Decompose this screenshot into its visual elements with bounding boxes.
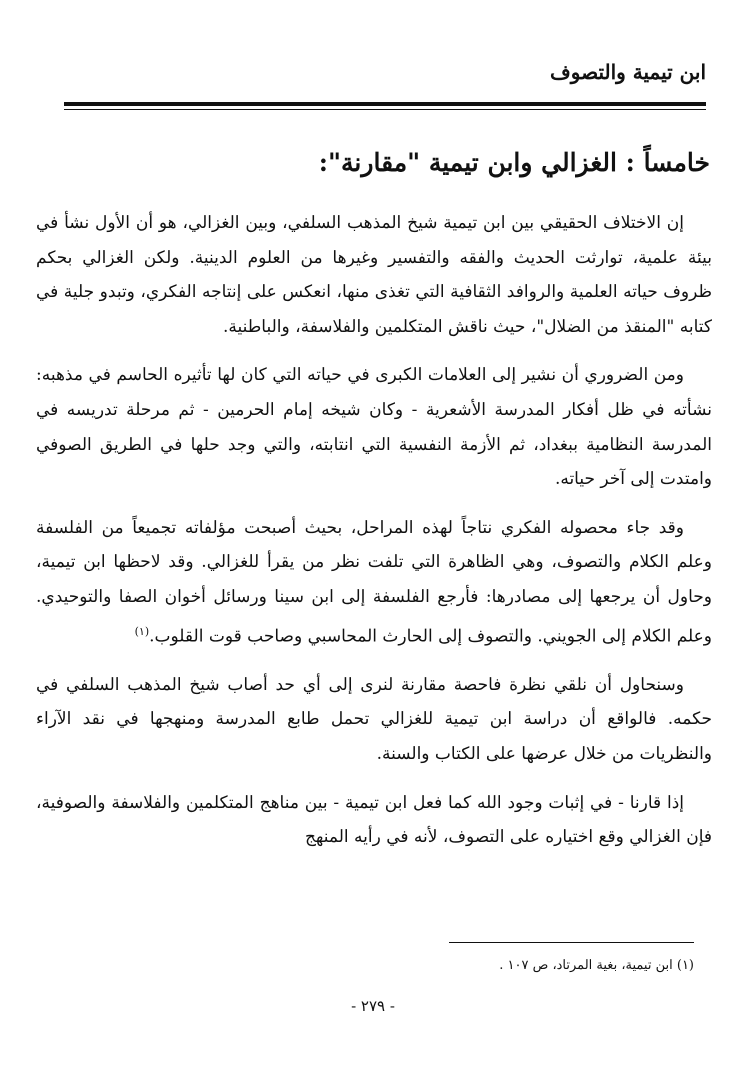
paragraph-2: ومن الضروري أن نشير إلى العلامات الكبرى في حياته التي كان لها تأثيره الحاسم في مذهبه: نشأته في ظل أفكار المدرسة الأشعرية - وكان شيخه إمام الحرمين - ثم مرحلة تدريسه في المدرسة النظامية ببغداد، ثم الأزمة النفسية التي انتابته، والتي وجد حلها في الطريق الصوفي وامتدت إلى آخر حياته.: [36, 365, 712, 490]
paragraph-4: وسنحاول أن نلقي نظرة فاحصة مقارنة لنرى إلى أي حد أصاب شيخ المذهب السلفي في حكمه. فالواقع أن دراسة ابن تيمية للغزالي تحمل طابع المدرسة ومنهجها في نقد الآراء والنظريات من خلال عرضها على الكتاب والسنة.: [36, 674, 712, 764]
running-header: ابن تيمية والتصوف: [550, 60, 706, 84]
page-number: - ٢٧٩ -: [351, 997, 395, 1015]
paragraph-1: إن الاختلاف الحقيقي بين ابن تيمية شيخ المذهب السلفي، وبين الغزالي، هو أن الأول نشأ في بيئة علمية، توارثت الحديث والفقه والتفسير وغيرها من العلوم الدينية. ولكن الغزالي بحكم ظروف حياته العلمية والروافد الثقافية التي تغذى منها، انعكس على إنتاجه الفكري، وتبدو جلية في كتابه "المنقذ من الضلال"، حيث ناقش المتكلمين والفلاسفة، والباطنية.: [36, 213, 712, 337]
body-text: [36, 206, 712, 869]
paragraph-5: إذا قارنا - في إثبات وجود الله كما فعل ابن تيمية - بين مناهج المتكلمين والفلاسفة والصوفية، فإن الغزالي وقع اختياره على التصوف، لأنه في رأيه المنهج: [36, 792, 712, 848]
paragraph-3-text: وقد جاء محصوله الفكري نتاجاً لهذه المراحل، بحيث أصبحت مؤلفاته تجميعاً من الفلسفة وعلم الكلام والتصوف، وهي الظاهرة التي تلفت نظر من يقرأ للغزالي. وقد لاحظها ابن تيمية، وحاول أن يرجعها إلى مصادرها: فأرجع الفلسفة إلى ابن سينا ورسائل أخوان الصفا والتوحيدي. وعلم الكلام إلى الجويني. والتصوف إلى الحارث المحاسبي وصاحب قوت القلوب.: [36, 517, 712, 647]
header-rule-thick: [64, 102, 706, 106]
footnote-rule: [449, 942, 694, 943]
header-rule-thin: [64, 109, 706, 110]
footnote: (١) ابن تيمية، بغية المرتاد، ص ١٠٧ .: [499, 958, 694, 973]
footnote-marker: (١): [134, 624, 150, 638]
section-title: خامساً : الغزالي وابن تيمية "مقارنة":: [318, 148, 710, 177]
paragraph-3: [36, 511, 712, 654]
